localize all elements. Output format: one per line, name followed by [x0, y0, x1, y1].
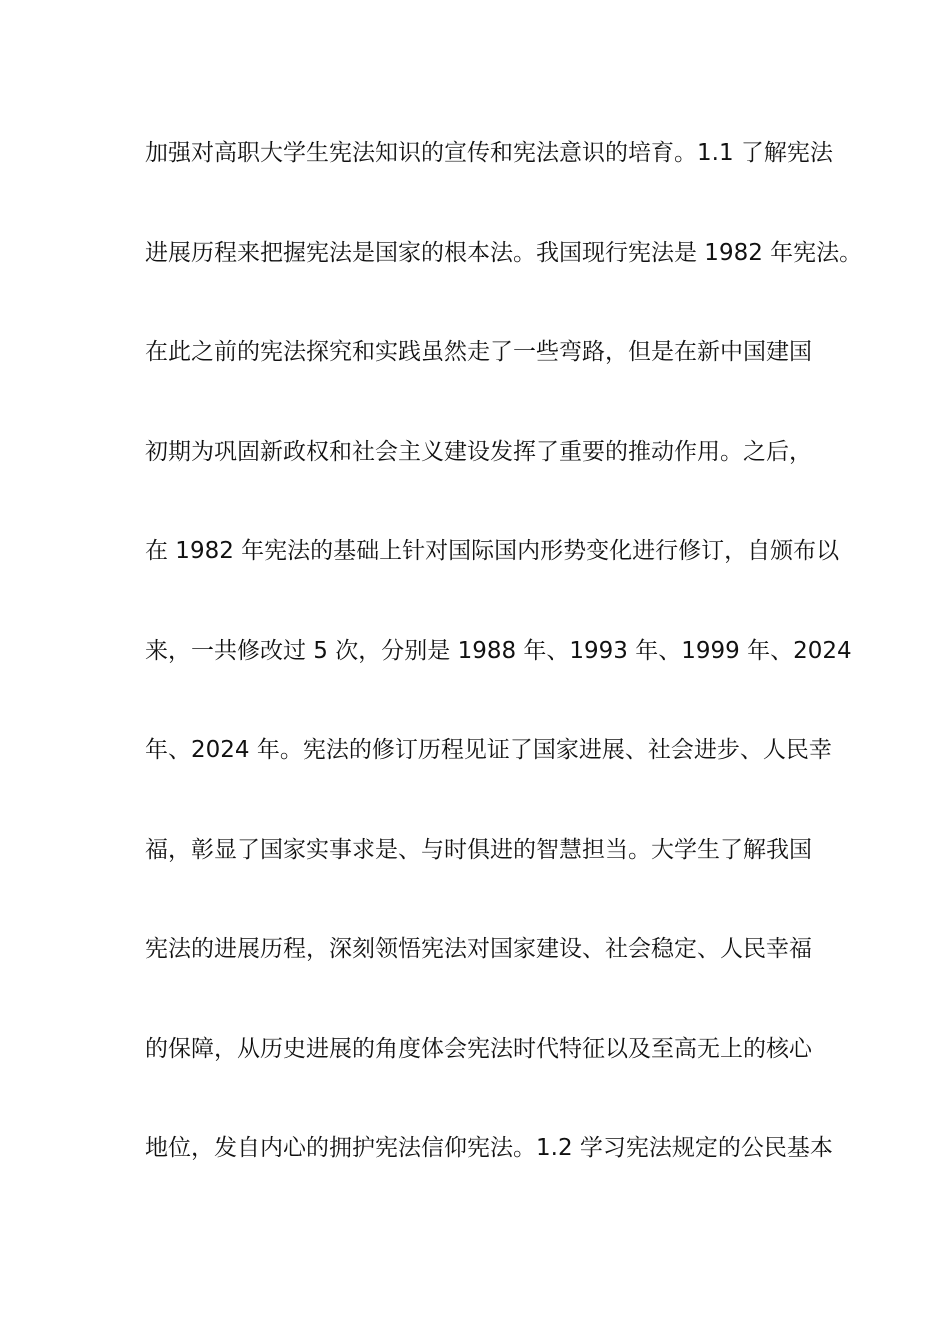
text-line-3: 在此之前的宪法探究和实践虽然走了一些弯路，但是在新中国建国	[145, 339, 812, 365]
text-line-10: 的保障，从历史进展的角度体会宪法时代特征以及至高无上的核心	[145, 1035, 812, 1062]
text-line-4: 初期为巩固新政权和社会主义建设发挥了重要的推动作用。之后，	[145, 438, 812, 465]
text-line-9: 宪法的进展历程，深刻领悟宪法对国家建设、社会稳定、人民幸福	[145, 936, 812, 962]
text-line-7: 年、2024 年。宪法的修订历程见证了国家进展、社会进步、人民幸	[145, 737, 832, 763]
text-line-6: 来，一共修改过 5 次，分别是 1988 年、1993 年、1999 年、2024	[145, 637, 852, 664]
text-line-8: 福，彰显了国家实事求是、与时俱进的智慧担当。大学生了解我国	[145, 836, 812, 863]
text-line-1: 加强对高职大学生宪法知识的宣传和宪法意识的培育。1.1 了解宪法	[145, 140, 833, 166]
body-text	[145, 129, 863, 1224]
text-line-5: 在 1982 年宪法的基础上针对国际国内形势变化进行修订，自颁布以	[145, 538, 840, 564]
text-line-2: 进展历程来把握宪法是国家的根本法。我国现行宪法是 1982 年宪法。	[145, 239, 863, 266]
text-line-11: 地位，发自内心的拥护宪法信仰宪法。1.2 学习宪法规定的公民基本	[145, 1135, 833, 1161]
